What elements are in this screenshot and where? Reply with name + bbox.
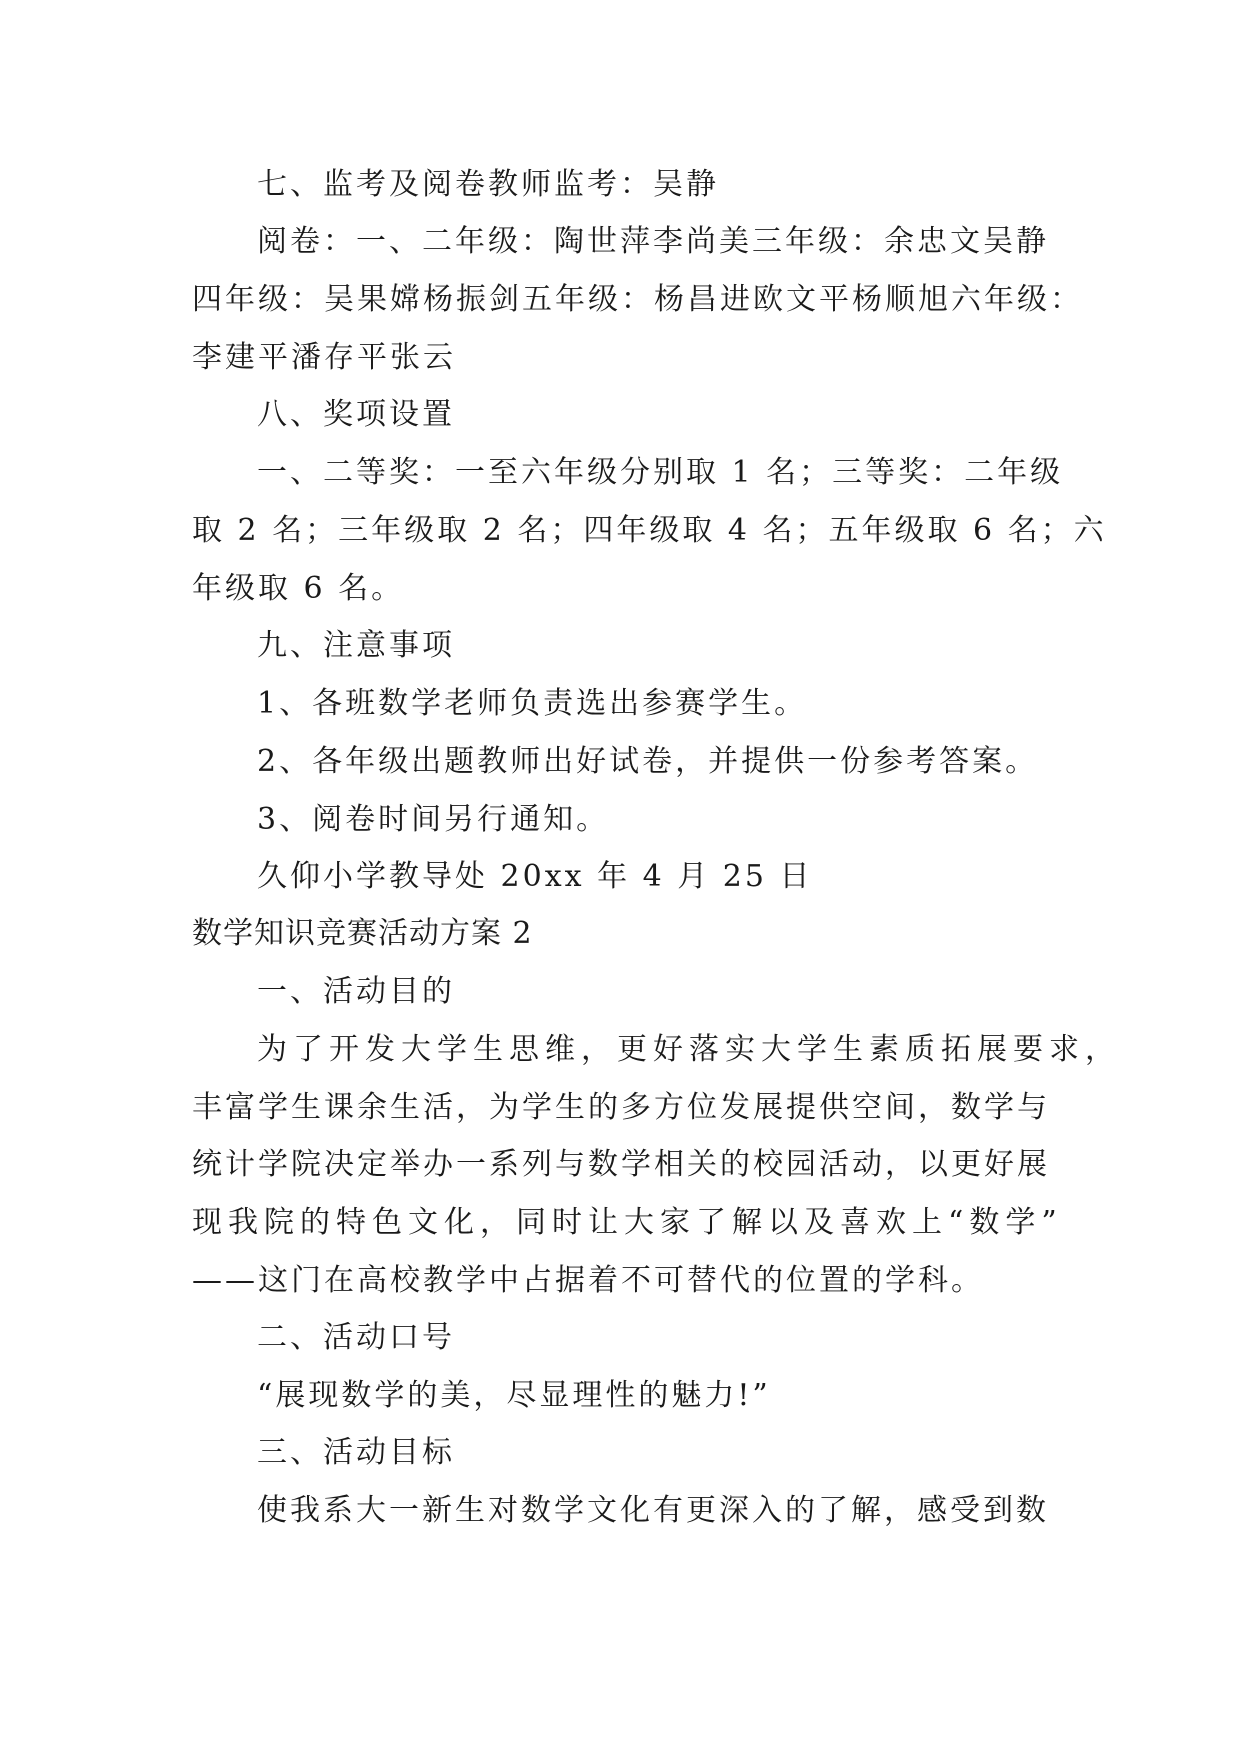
section-heading-seven: 七、监考及阅卷教师监考：吴静 — [257, 167, 719, 202]
list-item: 1、各班数学老师负责选出参赛学生。 — [257, 686, 808, 721]
paragraph-line: 现我院的特色文化，同时让大家了解以及喜欢上“数学” — [192, 1205, 1063, 1240]
list-item: 3、阅卷时间另行通知。 — [257, 802, 610, 837]
section-heading-three: 三、活动目标 — [257, 1435, 455, 1470]
paragraph-line: 李建平潘存平张云 — [192, 340, 456, 375]
list-item: 2、各年级出题教师出好试卷，并提供一份参考答案。 — [257, 744, 1039, 779]
document-subtitle: 数学知识竞赛活动方案 2 — [192, 916, 533, 951]
paragraph-line: 年级取 6 名。 — [192, 571, 405, 606]
signature-line: 久仰小学教导处 20xx 年 4 月 25 日 — [257, 859, 813, 894]
paragraph-line: 为了开发大学生思维，更好落实大学生素质拓展要求， — [257, 1032, 1121, 1067]
section-heading-eight: 八、奖项设置 — [257, 397, 455, 432]
section-heading-nine: 九、注意事项 — [257, 628, 455, 663]
paragraph-line: 使我系大一新生对数学文化有更深入的了解，感受到数 — [257, 1493, 1049, 1528]
slogan-line: “展现数学的美，尽显理性的魅力!” — [257, 1378, 771, 1413]
paragraph-line: 一、二等奖：一至六年级分别取 1 名；三等奖：二年级 — [257, 455, 1064, 490]
paragraph-line: 统计学院决定举办一系列与数学相关的校园活动，以更好展 — [192, 1147, 1050, 1182]
paragraph-line: ——这门在高校教学中占据着不可替代的位置的学科。 — [192, 1263, 984, 1298]
paragraph-line: 阅卷：一、二年级：陶世萍李尚美三年级：余忠文吴静 — [257, 224, 1049, 259]
section-heading-two: 二、活动口号 — [257, 1320, 455, 1355]
paragraph-line: 取 2 名；三年级取 2 名；四年级取 4 名；五年级取 6 名；六 — [192, 513, 1107, 548]
paragraph-line: 四年级：吴果嫦杨振剑五年级：杨昌进欧文平杨顺旭六年级： — [192, 282, 1083, 317]
section-heading-one: 一、活动目的 — [257, 974, 455, 1009]
paragraph-line: 丰富学生课余生活，为学生的多方位发展提供空间，数学与 — [192, 1090, 1050, 1125]
